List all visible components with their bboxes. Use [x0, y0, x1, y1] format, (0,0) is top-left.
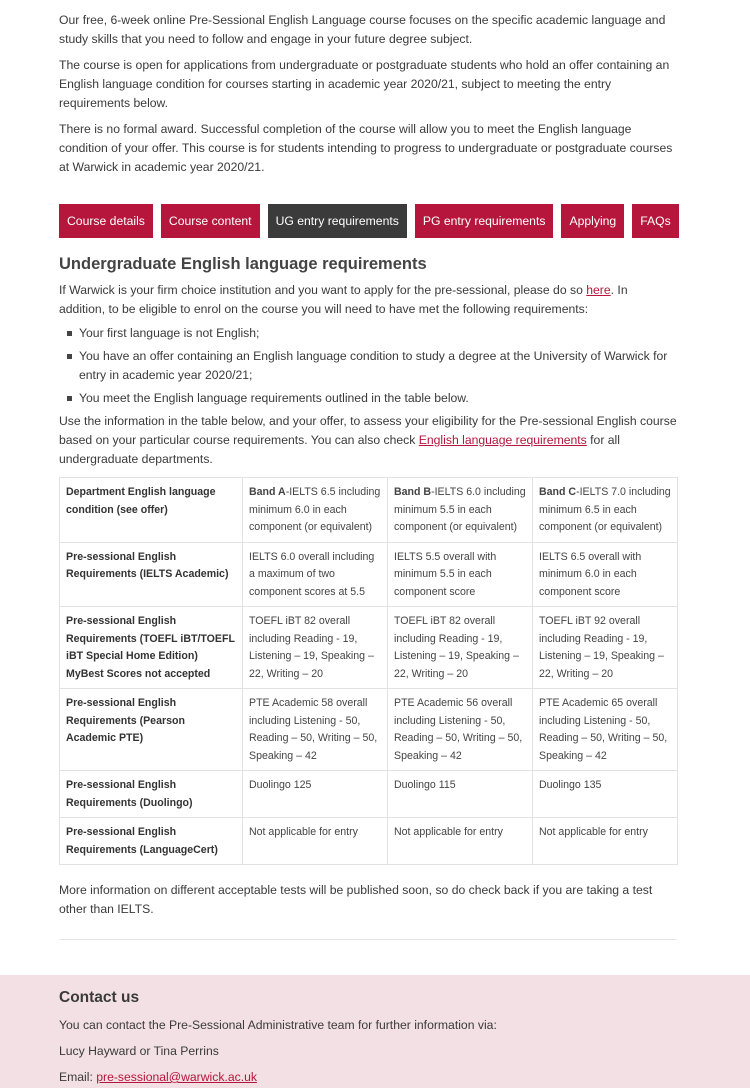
apply-here-link[interactable]: here	[586, 283, 611, 297]
intro-paragraph-1: Our free, 6-week online Pre-Sessional English Language course focuses on the specific academic language and study skills that you need to follow and engage in your future degree subject.	[59, 13, 666, 46]
intro-paragraph-2: The course is open for applications from undergraduate or postgraduate students who hold an offer containing an English language condition for courses starting in academic year 2020/21, subject to meeting the entry requirements below.	[59, 58, 670, 110]
eligibility-text-b: . In addition, to be eligible to enrol on the course you will need to have met the following requirements:	[59, 283, 628, 316]
divider	[59, 939, 677, 940]
more-info-paragraph: More information on different acceptable tests will be published soon, so do check back if you are taking a test other than IELTS.	[59, 883, 653, 916]
table-cell	[243, 818, 388, 865]
email-label: Email:	[59, 1070, 97, 1084]
table-row	[60, 689, 678, 771]
cell-text: Duolingo 115	[394, 779, 456, 791]
list-item: You have an offer containing an English language condition to study a degree at the University of Warwick for entry in academic year 2020/21;	[65, 347, 677, 385]
table-cell	[533, 689, 678, 771]
cell-text: IELTS 6.5 overall with minimum 6.0 in each component score	[539, 550, 642, 598]
requirements-table-body	[60, 478, 678, 865]
cell-text: TOEFL iBT 82 overall including Reading - 19, Listening – 19, Speaking – 22, Writing – 20	[249, 615, 374, 680]
course-tabs	[59, 204, 677, 238]
requirements-list	[65, 324, 677, 408]
tab-course-details[interactable]: Course details	[59, 204, 153, 238]
table-row-header: Pre-sessional English Requirements (Duolingo)	[60, 771, 243, 818]
table-cell	[388, 771, 533, 818]
contact-heading: Contact us	[59, 989, 140, 1006]
list-item: Your first language is not English;	[65, 324, 677, 343]
table-row	[60, 818, 678, 865]
table-cell	[388, 689, 533, 771]
cell-text: TOEFL iBT 92 overall including Reading - 19, Listening – 19, Speaking – 22, Writing – 20	[539, 615, 664, 680]
table-cell	[243, 607, 388, 689]
tab-applying[interactable]: Applying	[561, 204, 624, 238]
cell-text: Not applicable for entry	[394, 826, 503, 838]
cell-text: Duolingo 125	[249, 779, 312, 791]
table-cell	[388, 478, 533, 543]
band-label: Band C	[539, 486, 577, 498]
intro-paragraph-3: There is no formal award. Successful completion of the course will allow you to meet the English language condition of your offer. This course is for students intending to progress to undergraduate or postgraduate courses at Warwick in academic year 2020/21.	[59, 122, 673, 174]
table-cell	[388, 818, 533, 865]
table-cell	[388, 542, 533, 607]
table-row-header: Pre-sessional English Requirements (TOEFL iBT/TOEFL iBT Special Home Edition) MyBest Scores not accepted	[60, 607, 243, 689]
eligibility-paragraph	[59, 281, 677, 319]
table-cell	[533, 771, 678, 818]
table-cell	[533, 478, 678, 543]
table-cell	[243, 689, 388, 771]
band-label: Band A	[249, 486, 286, 498]
cell-text: Duolingo 135	[539, 779, 602, 791]
contact-email-line	[59, 1068, 677, 1087]
intro-section	[59, 0, 677, 177]
table-cell	[243, 542, 388, 607]
cell-text: Not applicable for entry	[539, 826, 648, 838]
cell-text: -IELTS 6.0 including minimum 5.5 in each component (or equivalent)	[394, 486, 526, 533]
cell-text: PTE Academic 65 overall including Listening - 50, Reading – 50, Writing – 50, Speaking – 42	[539, 697, 668, 762]
tab-ug-entry-requirements[interactable]: UG entry requirements	[268, 204, 407, 238]
cell-text: PTE Academic 56 overall including Listening - 50, Reading – 50, Writing – 50, Speaking – 42	[394, 697, 523, 762]
table-row	[60, 607, 678, 689]
cell-text: Not applicable for entry	[249, 826, 358, 838]
requirements-table	[59, 477, 678, 865]
contact-line-2: Lucy Hayward or Tina Perrins	[59, 1044, 219, 1058]
english-requirements-link[interactable]: English language requirements	[418, 433, 587, 447]
table-row-header: Department English language condition (see offer)	[60, 478, 243, 543]
cell-text: IELTS 6.0 overall including a maximum of two component scores at 5.5	[249, 550, 375, 598]
cell-text: PTE Academic 58 overall including Listening - 50, Reading – 50, Writing – 50, Speaking – 42	[249, 697, 378, 762]
email-link[interactable]: pre-sessional@warwick.ac.uk	[96, 1070, 257, 1084]
list-item: You meet the English language requirements outlined in the table below.	[65, 389, 677, 408]
table-cell	[388, 607, 533, 689]
cell-text: -IELTS 6.5 including minimum 6.0 in each component (or equivalent)	[249, 486, 381, 533]
table-cell	[533, 607, 678, 689]
table-row-header: Pre-sessional English Requirements (IELTS Academic)	[60, 542, 243, 607]
main-content	[59, 0, 677, 940]
table-cell	[533, 818, 678, 865]
eligibility-text-a: If Warwick is your firm choice institution and you want to apply for the pre-sessional, please do so	[59, 283, 587, 297]
section-heading: Undergraduate English language requirements	[59, 255, 427, 273]
table-cell	[243, 478, 388, 543]
cell-text: -IELTS 7.0 including minimum 6.5 in each component (or equivalent)	[539, 486, 671, 533]
cell-text: IELTS 5.5 overall with minimum 5.5 in each component score	[394, 550, 497, 598]
table-row	[60, 478, 678, 543]
table-intro-text-b: for all undergraduate departments.	[59, 433, 620, 466]
table-intro-text-a: Use the information in the table below, and your offer, to assess your eligibility for the Pre-sessional English course based on your particular course requirements. You can also check	[59, 414, 677, 447]
band-label: Band B	[394, 486, 432, 498]
table-cell	[243, 771, 388, 818]
table-row	[60, 542, 678, 607]
contact-section	[0, 975, 750, 1088]
table-row-header: Pre-sessional English Requirements (Pearson Academic PTE)	[60, 689, 243, 771]
contact-inner	[59, 987, 677, 1087]
tab-pg-entry-requirements[interactable]: PG entry requirements	[415, 204, 554, 238]
contact-line-1: You can contact the Pre-Sessional Administrative team for further information via:	[59, 1018, 497, 1032]
tab-faqs[interactable]: FAQs	[632, 204, 678, 238]
table-cell	[533, 542, 678, 607]
cell-text: TOEFL iBT 82 overall including Reading - 19, Listening – 19, Speaking – 22, Writing – 20	[394, 615, 519, 680]
tab-course-content[interactable]: Course content	[161, 204, 260, 238]
table-row	[60, 771, 678, 818]
table-row-header: Pre-sessional English Requirements (LanguageCert)	[60, 818, 243, 865]
table-intro-paragraph	[59, 412, 677, 469]
